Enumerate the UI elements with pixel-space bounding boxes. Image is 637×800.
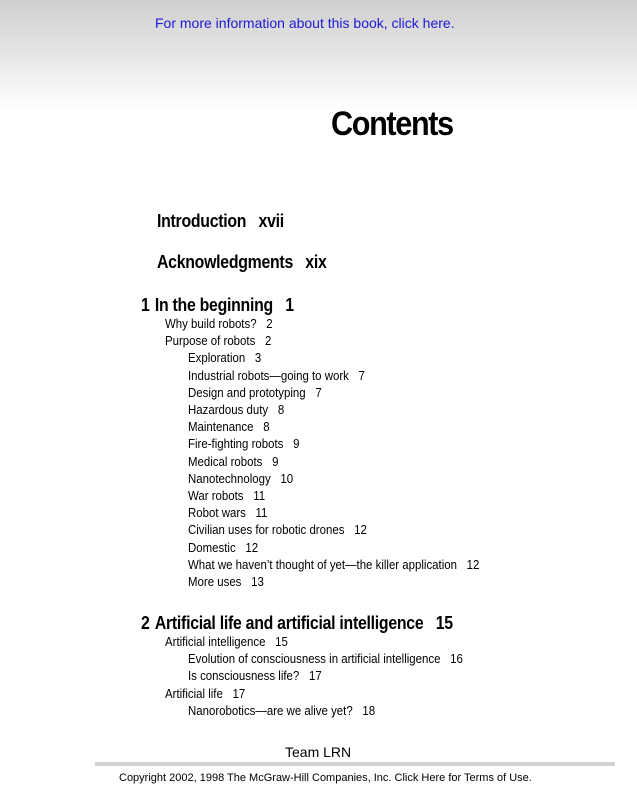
toc-subsection-entry[interactable]: [188, 523, 367, 536]
subsection-title: Medical robots: [188, 453, 263, 469]
subsection-page: 7: [358, 367, 365, 383]
section-page: 15: [275, 634, 288, 649]
subsection-title: Domestic: [188, 539, 236, 555]
page-title: Contents: [331, 105, 453, 143]
section-page: 2: [264, 333, 272, 349]
chapter-title: Artificial life and artificial intelligence: [154, 613, 424, 633]
chapter-page: 1: [285, 295, 294, 315]
subsection-page: 12: [245, 539, 259, 555]
section-title: Artificial life: [165, 685, 223, 701]
section-page: 17: [232, 685, 246, 701]
subsection-page: 8: [263, 419, 270, 435]
toc-section-entry[interactable]: [165, 317, 273, 330]
chapter-page: 15: [435, 613, 453, 633]
chapter-number: 1: [141, 295, 150, 315]
subsection-page: 10: [280, 470, 294, 486]
entry-page: xvii: [258, 211, 284, 231]
subsection-page: 9: [293, 436, 300, 452]
entry-title: Acknowledgments: [157, 252, 293, 272]
subsection-page: 12: [466, 556, 480, 572]
toc-subsection-entry[interactable]: [188, 420, 270, 433]
subsection-page: 18: [362, 702, 376, 718]
entry-page: xix: [305, 252, 327, 272]
toc-subsection-entry[interactable]: [188, 558, 479, 571]
subsection-title: What we haven’t thought of yet—the killer application: [188, 556, 457, 572]
section-title: Artificial intelligence: [165, 634, 266, 649]
toc-subsection-entry[interactable]: [188, 575, 264, 588]
section-page: 2: [266, 316, 273, 331]
subsection-page: 9: [272, 453, 279, 469]
team-label: Team LRN: [285, 744, 352, 760]
toc-chapter-entry[interactable]: [141, 296, 294, 314]
toc-subsection-entry[interactable]: [188, 669, 322, 682]
toc-subsection-entry[interactable]: [188, 403, 284, 416]
toc-subsection-entry[interactable]: [188, 652, 463, 665]
subsection-title: Robot wars: [188, 505, 246, 521]
subsection-title: Industrial robots—going to work: [188, 367, 349, 383]
subsection-title: More uses: [188, 574, 242, 589]
toc-subsection-entry[interactable]: [188, 351, 261, 364]
toc-subsection-entry[interactable]: [188, 506, 267, 519]
toc-subsection-entry[interactable]: [188, 455, 278, 468]
subsection-page: 3: [254, 350, 262, 366]
toc-subsection-entry[interactable]: [188, 369, 365, 382]
toc-section-entry[interactable]: [165, 687, 245, 700]
toc-section-entry[interactable]: [165, 334, 271, 347]
subsection-page: 17: [308, 668, 322, 684]
toc-subsection-entry[interactable]: [188, 489, 265, 502]
subsection-page: 12: [354, 522, 367, 538]
subsection-title: Maintenance: [188, 419, 254, 435]
more-info-link[interactable]: For more information about this book, click here.: [155, 15, 455, 31]
subsection-page: 13: [251, 574, 264, 589]
toc-subsection-entry[interactable]: [188, 472, 293, 485]
entry-title: Introduction: [157, 211, 247, 231]
subsection-page: 11: [255, 505, 268, 521]
subsection-title: Civilian uses for robotic drones: [188, 522, 345, 538]
subsection-page: 11: [253, 488, 266, 503]
subsection-title: War robots: [188, 488, 244, 503]
subsection-title: Is consciousness life?: [188, 668, 300, 684]
subsection-page: 8: [277, 402, 285, 417]
subsection-title: Design and prototyping: [188, 384, 306, 400]
chapter-number: 2: [141, 613, 150, 633]
subsection-title: Fire-fighting robots: [188, 436, 284, 452]
toc-subsection-entry[interactable]: [188, 386, 322, 399]
subsection-title: Nanorobotics—are we alive yet?: [188, 702, 353, 718]
toc-frontmatter-entry[interactable]: [157, 253, 327, 271]
section-title: Purpose of robots: [165, 333, 256, 349]
subsection-title: Exploration: [188, 350, 246, 366]
subsection-title: Evolution of consciousness in artificial intelligence: [188, 651, 441, 667]
toc-frontmatter-entry[interactable]: [157, 212, 284, 230]
subsection-title: Nanotechnology: [188, 470, 271, 486]
footer-divider: [95, 762, 615, 766]
toc-chapter-entry[interactable]: [141, 614, 453, 632]
toc-subsection-entry[interactable]: [188, 437, 299, 450]
chapter-title: In the beginning: [154, 295, 273, 315]
toc-section-entry[interactable]: [165, 635, 288, 648]
subsection-page: 16: [450, 651, 463, 667]
toc-subsection-entry[interactable]: [188, 704, 375, 717]
toc-subsection-entry[interactable]: [188, 541, 258, 554]
subsection-page: 7: [315, 384, 322, 400]
subsection-title: Hazardous duty: [188, 402, 269, 417]
copyright-link[interactable]: Copyright 2002, 1998 The McGraw-Hill Companies, Inc. Click Here for Terms of Use.: [119, 772, 532, 784]
section-title: Why build robots?: [165, 316, 257, 331]
